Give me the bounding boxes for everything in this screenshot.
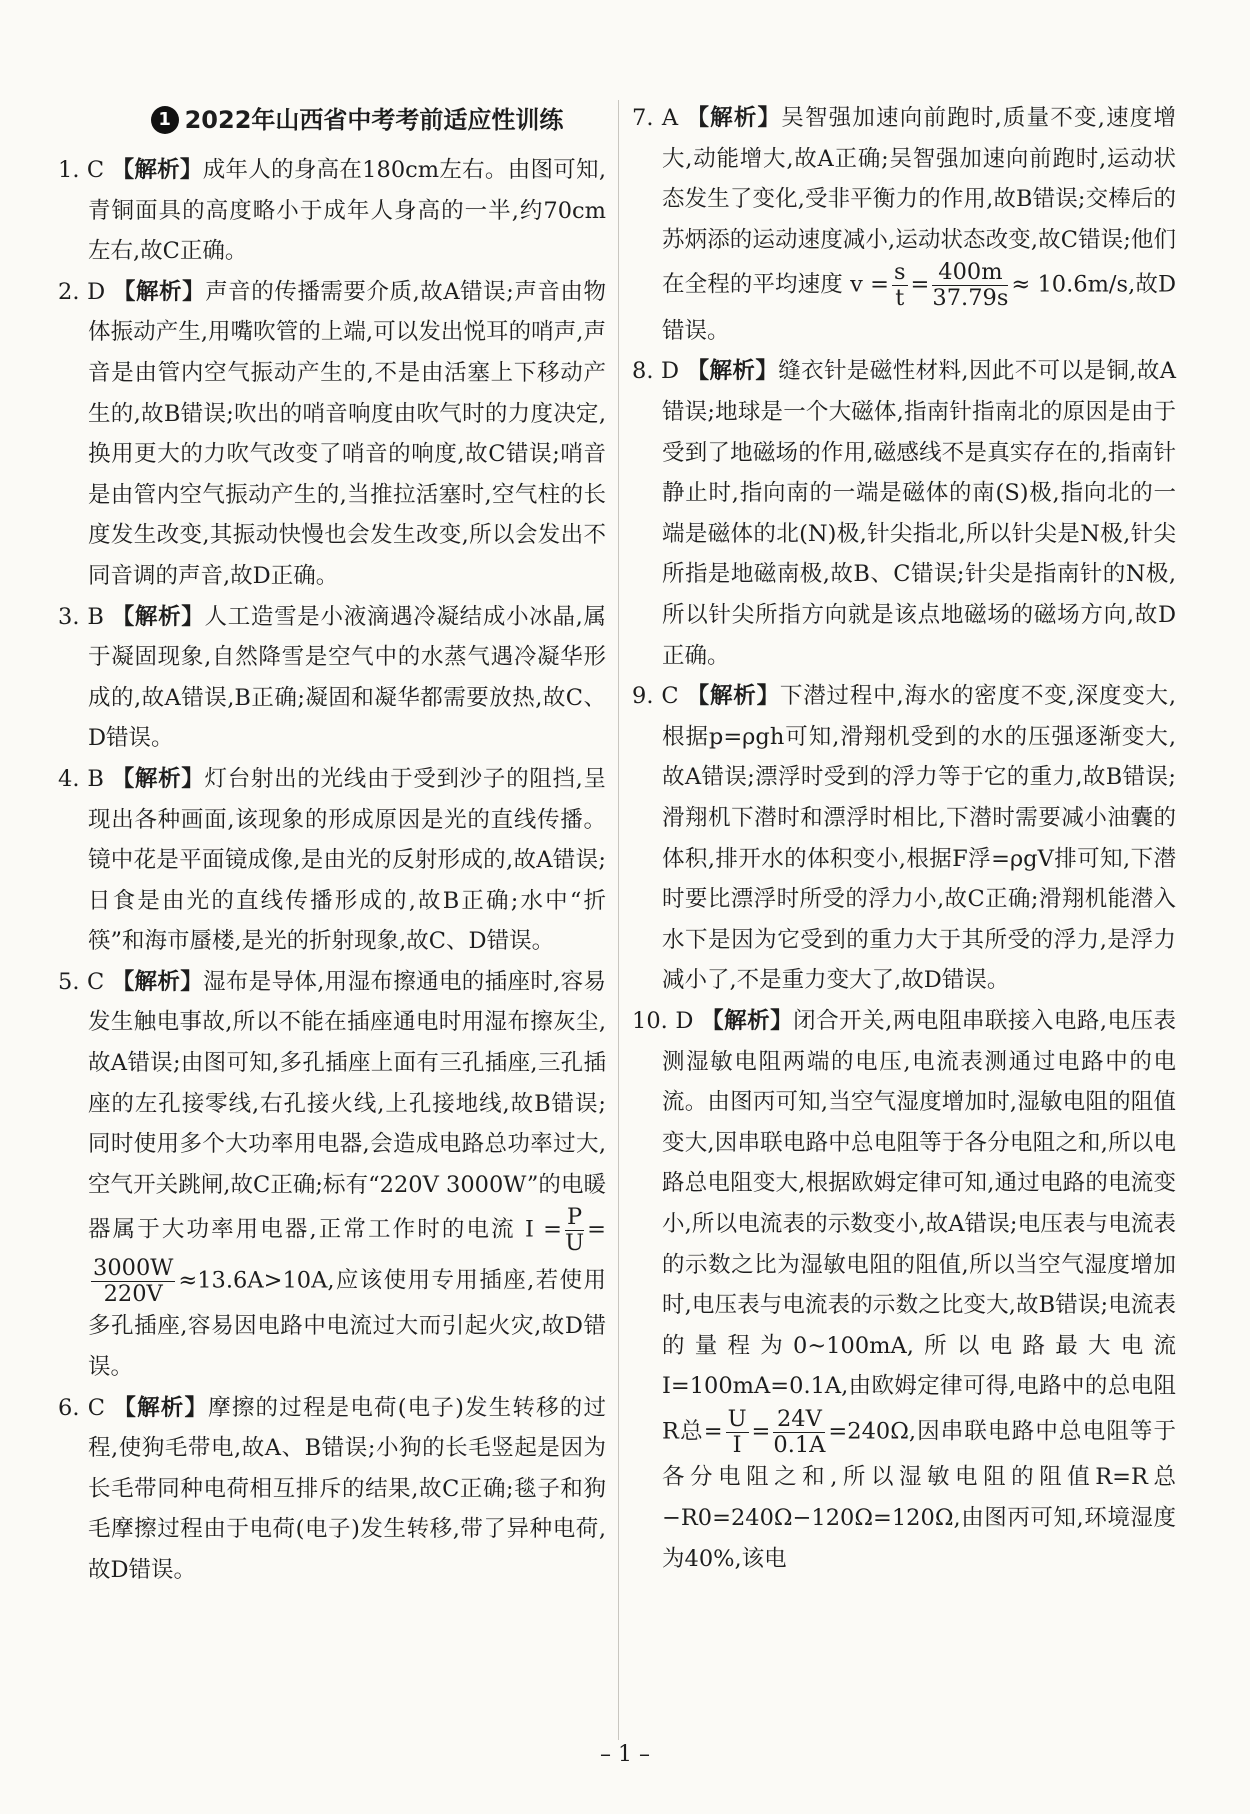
answer-item-6 <box>58 1388 606 1591</box>
answer-key: 10. D <box>632 1007 694 1034</box>
title-text: 2022年山西省中考考前适应性训练 <box>184 105 564 134</box>
analysis-text: 吴智强加速向前跑时,质量不变,速度增大,动能增大,故A正确;吴智强加速向前跑时,运动状态发生了变化,受非平衡力的作用,故B错误;交棒后的苏炳添的运动速度减小,运动状态改变,故C错误;他们在全程的平均速度 <box>662 105 1176 298</box>
analysis-tag: 【解析】 <box>113 1394 209 1421</box>
fraction-numerator: 3000W <box>93 1254 174 1281</box>
answer-key: 9. C <box>632 683 679 710</box>
analysis-tag: 【解析】 <box>686 105 782 131</box>
fraction-denominator: t <box>895 285 905 312</box>
analysis-tag: 【解析】 <box>686 358 779 385</box>
fraction-numerator: 24V <box>773 1407 825 1433</box>
fraction <box>726 1407 749 1458</box>
fraction <box>892 260 908 311</box>
fraction-denominator: U <box>565 1230 585 1257</box>
formula-result: =240Ω <box>828 1418 909 1445</box>
analysis-text: 摩擦的过程是电荷(电子)发生转移的过程,使狗毛带电,故A、B错误;小狗的长毛竖起是因为长毛带同种电荷相互排斥的结果,故C正确;毯子和狗毛摩擦过程由于电荷(电子)发生转移,带了异种电荷,故D错误。 <box>88 1394 606 1583</box>
fraction-numerator: U <box>727 1405 747 1432</box>
analysis-text: 灯台射出的光线由于受到沙子的阻挡,呈现出各种画面,该现象的形成原因是光的直线传播。镜中花是平面镜成像,是由光的反射形成的,故A错误;日食是由光的直线传播形成的,故B正确;水中“折筷”和海市蜃楼,是光的折射现象,故C、D错误。 <box>88 765 607 955</box>
analysis-text-continued: ,因串联电路中总电阻等于各分电阻之和,所以湿敏电阻的阻值R=R总−R0=240Ω−120Ω=120Ω,由图丙可知,环境湿度为40%,该电 <box>662 1418 1176 1572</box>
formula-result: ≈13.6A> <box>178 1267 283 1294</box>
formula-lhs: R总= <box>662 1418 723 1445</box>
fraction <box>565 1205 584 1256</box>
answer-item-10 <box>632 1001 1176 1579</box>
fraction <box>773 1407 825 1458</box>
analysis-text-continued: ,故D错误。 <box>662 271 1176 344</box>
answer-item-5 <box>58 962 606 1388</box>
analysis-tag: 【解析】 <box>112 278 206 305</box>
answer-key: 5. C <box>58 968 105 995</box>
section-title <box>108 98 606 142</box>
answer-key: 3. B <box>58 603 104 630</box>
title-badge: 1 <box>151 106 179 134</box>
answer-item-4 <box>58 759 606 962</box>
analysis-tag: 【解析】 <box>701 1007 794 1034</box>
analysis-text: 下潜过程中,海水的密度不变,深度变大,根据p=ρgh可知,滑翔机受到的水的压强逐渐变大,故A错误;漂浮时受到的浮力等于它的重力,故B错误;滑翔机下潜时和漂浮时相比,下潜时需要减小油囊的体积,排开水的体积变小,根据F浮=ρgV排可知,下潜时要比漂浮时所受的浮力小,故C正确;滑翔机能潜入水下是因为它受到的重力大于其所受的浮力,是浮力减小了,不是重力变大了,故D错误。 <box>662 683 1176 994</box>
formula-equals: = <box>910 271 930 298</box>
analysis-tag: 【解析】 <box>686 683 780 710</box>
analysis-text: 闭合开关,两电阻串联接入电路,电压表测湿敏电阻两端的电压,电流表测通过电路中的电流。由图丙可知,当空气湿度增加时,湿敏电阻的阻值变大,因串联电路中总电阻等于各分电阻之和,所以电路总电阻变大,根据欧姆定律可知,通过电路的电流变小,所以电流表的示数变小,故A错误;电压表与电流表的示数之比为湿敏电阻的阻值,所以当空气湿度增加时,电压表与电流表的示数之比变大,故B错误;电流表的量程为0~100mA,所以电路最大电流I=100mA=0.1A,由欧姆定律可得,电路中的总电阻 <box>662 1007 1176 1400</box>
answer-item-1 <box>58 150 606 272</box>
fraction-numerator: 400m <box>932 260 1008 286</box>
fraction-denominator: 220V <box>103 1280 163 1307</box>
analysis-tag: 【解析】 <box>111 765 205 792</box>
fraction-denominator: 37.79s <box>932 285 1009 312</box>
analysis-tag: 【解析】 <box>111 157 203 183</box>
analysis-text: 声音的传播需要介质,故A错误;声音由物体振动产生,用嘴吹管的上端,可以发出悦耳的哨声,声音是由管内空气振动产生的,不是由活塞上下移动产生的,故B错误;吹出的哨音响度由吹气时的力度决定,换用更大的力吹气改变了哨音的响度,故C错误;哨音是由管内空气振动产生的,当推拉活塞时,空气柱的长度发生改变,其振动快慢也会发生改变,所以会发出不同音调的声音,故D正确。 <box>88 278 606 589</box>
answer-item-3 <box>58 597 606 759</box>
analysis-tag: 【解析】 <box>111 603 205 630</box>
formula-equals: = <box>587 1216 607 1243</box>
left-column <box>58 98 606 1591</box>
fraction-denominator: 0.1A <box>773 1431 826 1458</box>
fraction-numerator: s <box>894 259 906 286</box>
answer-key: 7. A <box>632 105 679 131</box>
answer-item-8 <box>632 351 1176 676</box>
answer-key: 2. D <box>58 278 106 305</box>
page-number: – 1 – <box>600 1742 650 1767</box>
answer-key: 1. C <box>58 157 105 183</box>
fraction-numerator: P <box>567 1204 583 1231</box>
analysis-text: 湿布是导体,用湿布擦通电的插座时,容易发生触电事故,所以不能在插座通电时用湿布擦灰尘,故A错误;由图可知,多孔插座上面有三孔插座,三孔插座的左孔接零线,右孔接火线,上孔接地线,故B错误;同时使用多个大功率用电器,会造成电路总功率过大,空气开关跳闸,故C正确;标有“220V 3000W”的电暖器属于大功率用电器,正常工作时的电流 <box>88 968 606 1243</box>
analysis-tag: 【解析】 <box>111 968 204 995</box>
formula-result: ≈ 10.6m/s <box>1011 271 1129 298</box>
answer-key: 4. B <box>58 765 104 792</box>
column-divider <box>618 100 619 1740</box>
right-column <box>632 98 1176 1579</box>
answer-item-7 <box>632 98 1176 351</box>
fraction-denominator: I <box>732 1431 742 1458</box>
fraction <box>91 1256 175 1307</box>
answer-item-2 <box>58 272 606 597</box>
analysis-text: 成年人的身高在180cm左右。由图可知,青铜面具的高度略小于成年人身高的一半,约70cm左右,故C正确。 <box>88 157 606 265</box>
formula-lhs: v = <box>850 271 889 298</box>
analysis-text: 人工造雪是小液滴遇冷凝结成小冰晶,属于凝固现象,自然降雪是空气中的水蒸气遇冷凝华形成的,故A错误,B正确;凝固和凝华都需要放热,故C、D错误。 <box>88 603 607 752</box>
fraction <box>932 260 1008 311</box>
analysis-text-continued: 10A,应该使用专用插座,若使用多孔插座,容易因电路中电流过大而引起火灾,故D错误。 <box>88 1267 606 1381</box>
formula-equals: = <box>751 1418 771 1445</box>
formula-lhs: I = <box>525 1216 563 1243</box>
answer-item-9 <box>632 676 1176 1001</box>
answer-key: 8. D <box>632 358 680 385</box>
analysis-text: 缝衣针是磁性材料,因此不可以是铜,故A错误;地球是一个大磁体,指南针指南北的原因是由于受到了地磁场的作用,磁感线不是真实存在的,指南针静止时,指向南的一端是磁体的南(S)极,指向北的一端是磁体的北(N)极,针尖指北,所以针尖是N极,针尖所指是地磁南极,故B、C错误;针尖是指南针的N极,所以针尖所指方向就是该点地磁场的磁场方向,故D正确。 <box>662 358 1176 669</box>
answer-key: 6. C <box>58 1394 106 1421</box>
